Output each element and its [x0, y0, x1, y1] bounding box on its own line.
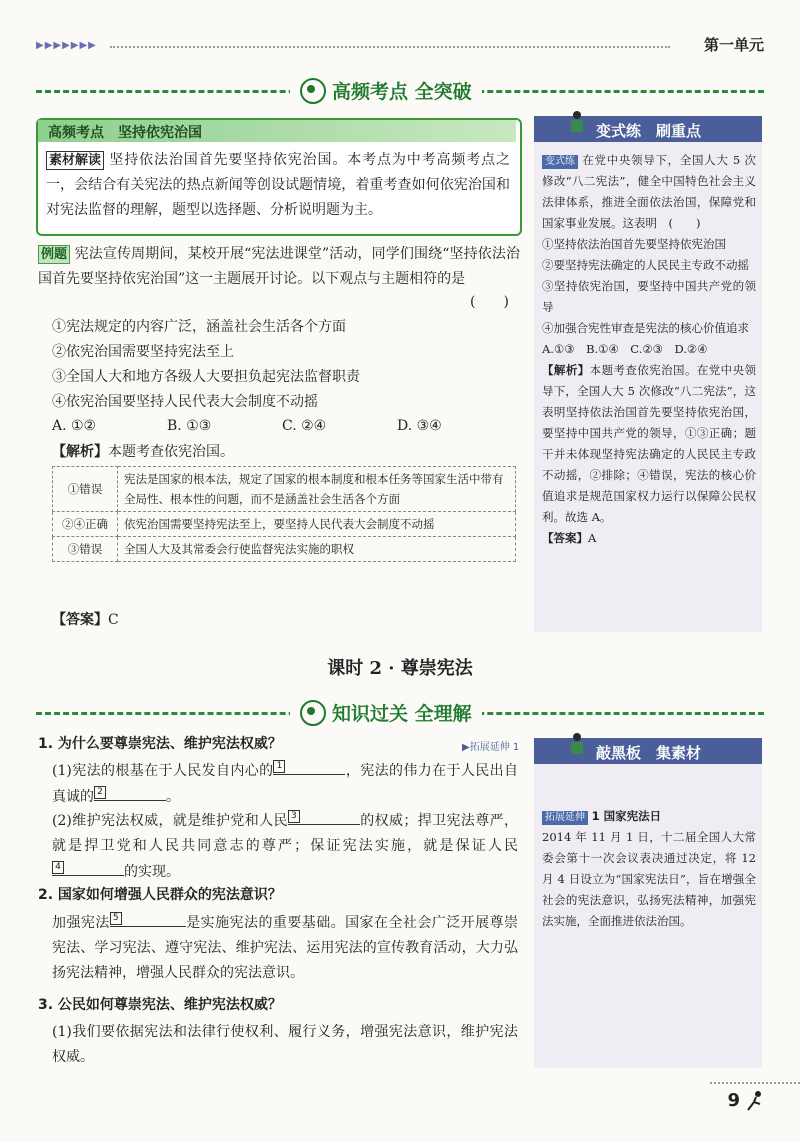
blank-number: 3 — [288, 810, 300, 823]
question-3: 3. 公民如何尊崇宪法、维护宪法权威？ — [38, 997, 282, 1013]
teacher-icon — [568, 732, 586, 758]
analysis-tag: 【解析】 — [52, 444, 108, 460]
example-item: ③全国人大和地方各级人大要担负起宪法监督职责 — [52, 369, 360, 385]
header-arrows: ▶▶▶▶▶▶▶ — [36, 40, 97, 51]
practice-tag: 变式练 — [542, 155, 578, 169]
blank-number: 2 — [94, 786, 106, 799]
option-d: D. ③④ — [397, 418, 442, 434]
keypoint-title: 高频考点 坚持依宪治国 — [48, 125, 202, 141]
sidebar-notes-header — [534, 738, 762, 764]
example-stem-block — [38, 242, 520, 292]
blank-number: 1 — [273, 760, 285, 773]
question-2: 2. 国家如何增强人民群众的宪法意识？ — [38, 887, 282, 903]
table-row — [53, 512, 516, 537]
q1-text: ，宪法的伟力在于人民出自真诚的 — [52, 763, 518, 805]
answer-tag: 【答案】 — [52, 612, 108, 628]
question-1: 1. 为什么要尊崇宪法、维护宪法权威？ — [38, 736, 282, 752]
table-cell-label: ①错误 — [53, 467, 118, 512]
blank-number: 5 — [110, 912, 122, 925]
banner-title: 高频考点 全突破 — [332, 81, 472, 103]
extension-link[interactable]: ▶拓展延伸 1 — [462, 742, 520, 753]
unit-label: 第一单元 — [703, 36, 764, 54]
fill-blank-4[interactable] — [52, 859, 124, 876]
q1-text: 的权威；捍卫宪法尊严，就是捍卫党和人民共同意志的尊严；保证宪法实施，就是保证人民 — [52, 813, 518, 854]
example-paren: ( ) — [470, 294, 509, 310]
example-item: ②依宪治国需要坚持宪法至上 — [52, 344, 234, 360]
example-options — [52, 414, 512, 439]
runner-icon — [744, 1090, 766, 1112]
section-banner-2 — [290, 699, 482, 726]
banner-title: 知识过关 全理解 — [332, 703, 472, 725]
page-number: 9 — [727, 1090, 740, 1111]
keypoint-text: 坚持依法治国首先要坚持依宪治国。本考点为中考高频考点之一，会结合有关宪法的热点新闻等创设试题情境，着重考查如何依宪治国和对宪法监督的理解，题型以选择题、分析说明题为主。 — [46, 152, 511, 218]
section-banner-1 — [290, 77, 482, 104]
table-cell-label: ③错误 — [53, 537, 118, 562]
extension-tag: 拓展延伸 — [542, 811, 588, 825]
example-stem: 宪法宣传周期间，某校开展“宪法进课堂”活动，同学们围绕“坚持依法治国首先要坚持依宪治国”这一主题展开讨论。以下观点与主题相符的是 — [38, 246, 520, 287]
q1-answer-1: (1)宪法的根基在于人民发自内心的 1 ，宪法的伟力在于人民出自真诚的 2 。 — [52, 758, 518, 810]
practice-analysis: 本题考查依宪治国。在党中央领导下，全国人大 5 次修改“八二宪法”，这表明坚持依法治国首先要坚持依宪治国，要坚持中国共产党的领导，①③正确；题干并未体现坚持宪法确定的人民民主专政不动摇，②排除；④错误，宪法的核心价值追求是规范国家权力运行以保障公民权利。故选 A。 — [542, 363, 757, 524]
q2-text: 是实施宪法的重要基础。国家在全社会广泛开展尊崇宪法、学习宪法、遵守宪法、维护宪法、运用宪法的宣传教育活动，大力弘扬宪法精神，增强人民群众的宪法意识。 — [52, 915, 519, 981]
option-b: B. ①③ — [167, 418, 212, 434]
table-cell-text: 依宪治国需要坚持宪法至上，要坚持人民代表大会制度不动摇 — [118, 512, 516, 537]
globe-icon — [300, 78, 326, 104]
notes-heading: 1 国家宪法日 — [591, 809, 662, 823]
practice-item: ②要坚持宪法确定的人民民主专政不动摇 — [542, 258, 749, 272]
q2-text: 加强宪法 — [52, 915, 110, 931]
footer-divider — [710, 1082, 800, 1084]
table-row — [53, 467, 516, 512]
option-a: A. ①② — [52, 418, 97, 434]
sidebar-notes-body — [542, 806, 756, 932]
fill-blank-2[interactable] — [94, 784, 166, 801]
example-item: ①宪法规定的内容广泛，涵盖社会生活各个方面 — [52, 319, 346, 335]
q1-answer-2 — [52, 808, 518, 885]
material-tag: 素材解读 — [46, 151, 104, 170]
practice-item: ①坚持依法治国首先要坚持依宪治国 — [542, 237, 726, 251]
sidebar-practice-title: 变式练 刷重点 — [596, 122, 702, 140]
fill-blank-3[interactable] — [288, 808, 360, 825]
q1-text: (1)宪法的根基在于人民发自内心的 — [52, 763, 274, 779]
table-row — [53, 537, 516, 562]
q1-text: 的实现。 — [124, 864, 180, 880]
example-tag: 例题 — [38, 245, 70, 264]
answer-text: C — [108, 612, 119, 628]
table-cell-text: 宪法是国家的根本法，规定了国家的根本制度和根本任务等国家生活中带有全局性、根本性的问题，而不是涵盖社会生活各个方面 — [118, 467, 516, 512]
table-cell-text: 全国人大及其常委会行使监督宪法实施的职权 — [118, 537, 516, 562]
example-items — [52, 315, 512, 415]
q2-answer — [52, 910, 518, 986]
practice-item: ④加强合宪性审查是宪法的核心价值追求 — [542, 321, 749, 335]
analysis-table — [52, 466, 516, 562]
q1-text: (2)维护宪法权威，就是维护党和人民 — [52, 813, 288, 829]
lesson-title: 课时 2 · 尊崇宪法 — [327, 658, 473, 679]
globe-icon — [300, 700, 326, 726]
practice-analysis-tag: 【解析】 — [542, 363, 590, 377]
blank-number: 4 — [52, 861, 64, 874]
keypoint-header — [38, 120, 516, 142]
notes-text: 2014 年 11 月 1 日，十二届全国人大常委会第十一次会议表决通过决定，将 12 月 4 日设立为“国家宪法日”，旨在增强全社会的宪法意识，弘扬宪法精神，加强宪法实施，全面推进依法治国。 — [542, 830, 756, 928]
option-c: C. ②④ — [282, 418, 327, 434]
q3-answer: (1)我们要依据宪法和法律行使权利、履行义务，增强宪法意识，维护宪法权威。 — [52, 1024, 518, 1065]
analysis-text: 本题考查依宪治国。 — [108, 444, 234, 460]
practice-answer: A — [588, 531, 597, 545]
table-cell-label: ②④正确 — [53, 512, 118, 537]
header-divider — [110, 46, 670, 48]
practice-item: ③坚持依宪治国，要坚持中国共产党的领导 — [542, 279, 756, 314]
practice-options: A.①③ B.①④ C.②③ D.②④ — [542, 342, 708, 356]
sidebar-notes-title: 敲黑板 集素材 — [596, 744, 702, 762]
keypoint-content — [46, 148, 510, 223]
student-icon — [568, 110, 586, 136]
example-item: ④依宪治国要坚持人民代表大会制度不动摇 — [52, 394, 318, 410]
example-answer — [52, 608, 119, 633]
fill-blank-1[interactable] — [273, 758, 345, 775]
practice-stem: 在党中央领导下，全国人大 5 次修改“八二宪法”，健全中国特色社会主义法律体系，推进全面依法治国，保障党和国家事业发展。这表明 ( ) — [542, 153, 756, 230]
sidebar-practice-header — [534, 116, 762, 142]
sidebar-practice-body — [542, 150, 756, 549]
fill-blank-5[interactable] — [110, 910, 186, 927]
example-analysis — [52, 440, 234, 465]
practice-answer-tag: 【答案】 — [542, 531, 588, 545]
